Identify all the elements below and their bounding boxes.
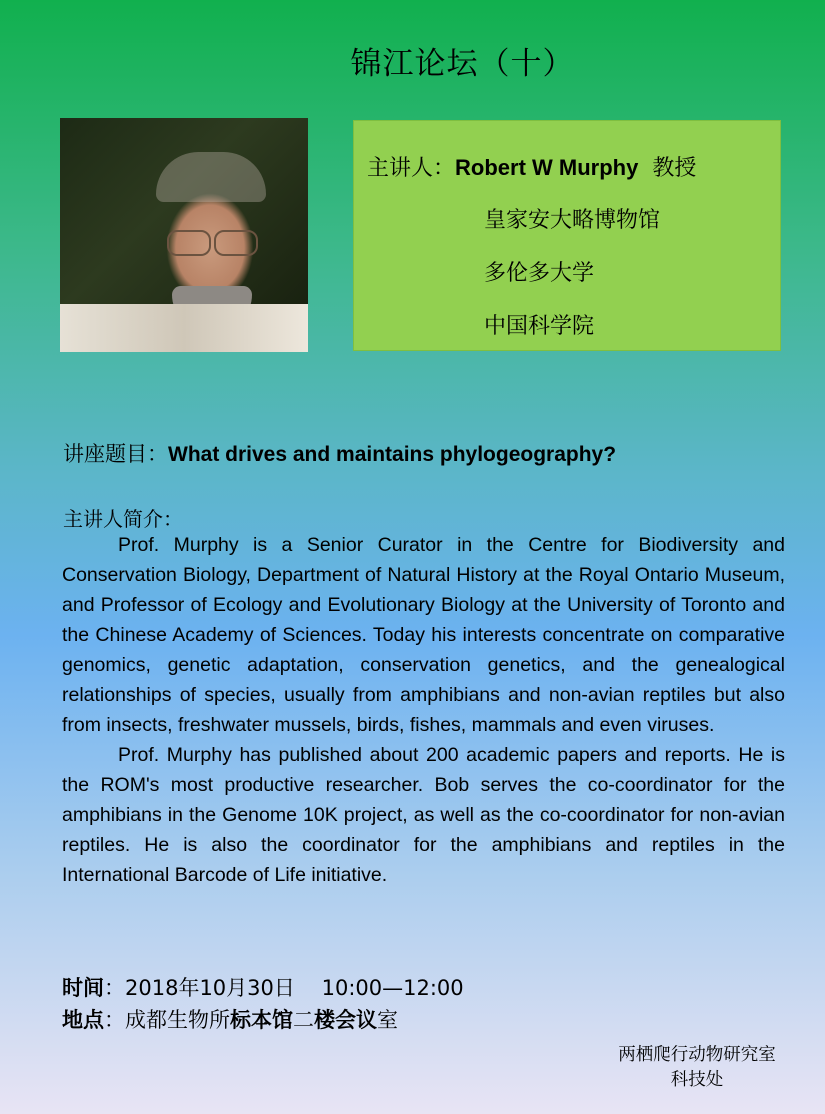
intro-label: 主讲人简介： <box>63 507 183 531</box>
place-part: 成都生物所 <box>125 1008 230 1032</box>
speaker-info-box <box>353 120 781 351</box>
affiliation-3: 中国科学院 <box>484 314 595 339</box>
speaker-bio <box>62 530 785 890</box>
event-location <box>62 1004 398 1034</box>
affiliation-1: 皇家安大略博物馆 <box>484 208 661 233</box>
organizer-line: 科技处 <box>670 1070 724 1090</box>
event-hours: 10:00—12:00 <box>321 976 464 1000</box>
place-part: 二 <box>293 1008 314 1032</box>
speaker-row <box>367 151 696 182</box>
place-part: 标本馆 <box>230 1008 293 1032</box>
speaker-rank: 教授 <box>652 156 697 181</box>
event-date: 2018年10月30日 <box>125 976 295 1000</box>
place-separator: ： <box>104 1008 125 1032</box>
lecture-topic <box>63 438 616 468</box>
organizer-line: 两栖爬行动物研究室 <box>618 1045 776 1065</box>
speaker-photo <box>60 118 308 352</box>
organizer-footer <box>597 1043 797 1093</box>
place-label: 地点 <box>62 1008 104 1032</box>
time-label: 时间 <box>62 976 104 1000</box>
bio-paragraph: Prof. Murphy has published about 200 academic papers and reports. He is the ROM's most productive researcher. Bob serves the co-coordinator for the amphibians in the Genome 10K project, as well as the co-coordinator for non-avian reptiles. He is also the coordinator for the amphibians and reptiles in the International Barcode of Life initiative. <box>62 744 785 886</box>
topic-label: 讲座题目： <box>63 442 168 466</box>
place-part: 楼会议 <box>314 1008 377 1032</box>
speaker-name: Robert W Murphy <box>455 155 639 180</box>
affiliation-2: 多伦多大学 <box>484 261 595 286</box>
time-separator: ： <box>104 976 125 1000</box>
speaker-label: 主讲人： <box>367 156 456 181</box>
topic-text: What drives and maintains phylogeography? <box>168 443 617 466</box>
page-title: 锦江论坛（十） <box>350 46 575 82</box>
bio-paragraph: Prof. Murphy is a Senior Curator in the Centre for Biodiversity and Conservation Biology, Department of Natural History at the Royal Ontario Museum, and Professor of Ecology and Evolutionary Biology at the University of Toronto and the Chinese Academy of Sciences. Today his interests concentrate on comparative genomics, genetic adaptation, conservation genetics, and the genealogical relationships of species, usually from amphibians and non-avian reptiles but also from insects, freshwater mussels, birds, fishes, mammals and even viruses. <box>62 534 785 736</box>
event-time <box>62 972 464 1002</box>
place-part: 室 <box>377 1008 398 1032</box>
